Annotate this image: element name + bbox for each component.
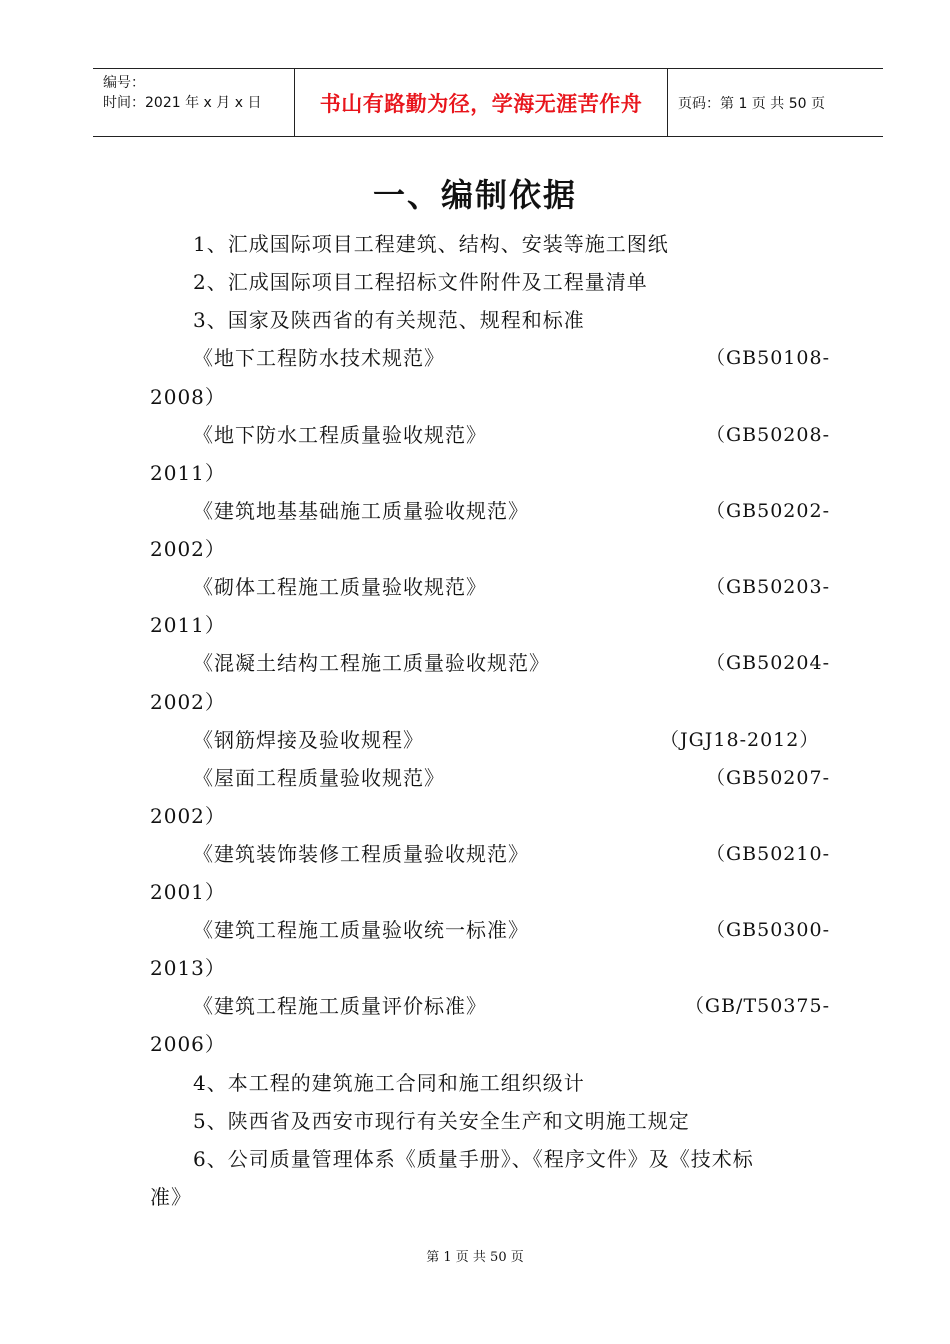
standard-year: 2006） [150,1032,226,1056]
standard-code: （JGJ18-2012） [660,729,820,751]
standard-name: 《砌体工程施工质量验收规范》 [193,575,487,599]
standard-code: （GB50208- [705,424,830,446]
motto: 书山有路勤为径，学海无涯苦作舟 [295,69,668,136]
standard-year: 2011） [150,461,226,485]
standard-name: 《钢筋焊接及验收规程》 [193,728,424,752]
standard-code: （GB50108- [705,347,830,369]
item-5: 5、陕西省及西安市现行有关安全生产和文明施工规定 [193,1109,690,1133]
item-6: 6、公司质量管理体系《质量手册》、《程序文件》及《技术标 [193,1147,754,1171]
item-2: 2、汇成国际项目工程招标文件附件及工程量清单 [193,270,648,294]
standard-name: 《混凝土结构工程施工质量验收规范》 [193,651,550,675]
standard-name: 《地下防水工程质量验收规范》 [193,423,487,447]
standard-name: 《屋面工程质量验收规范》 [193,766,445,790]
standard-name: 《建筑地基基础施工质量验收规范》 [193,499,529,523]
standard-year: 2001） [150,880,226,904]
page-footer: 第 1 页 共 50 页 [426,1250,524,1265]
standard-name: 《地下工程防水技术规范》 [193,346,445,370]
item-4: 4、本工程的建筑施工合同和施工组织级计 [193,1071,585,1095]
time-label: 时间：2021 年 x 月 x 日 [103,95,262,111]
document-header [93,68,883,137]
standard-code: （GB50207- [705,767,830,789]
standard-code: （GB50210- [705,843,830,865]
standard-code: （GB/T50375- [684,995,830,1017]
standard-year: 2013） [150,956,226,980]
item-6-continued: 准》 [150,1185,192,1209]
standard-year: 2011） [150,613,226,637]
standard-name: 《建筑装饰装修工程质量验收规范》 [193,842,529,866]
standard-year: 2002） [150,690,226,714]
standard-year: 2002） [150,537,226,561]
standard-code: （GB50203- [705,576,830,598]
item-3: 3、国家及陕西省的有关规范、规程和标准 [193,308,585,332]
standard-code: （GB50300- [705,919,830,941]
item-1: 1、汇成国际项目工程建筑、结构、安装等施工图纸 [193,232,669,256]
standard-year: 2002） [150,804,226,828]
page-info: 页码：第 1 页 共 50 页 [678,95,825,112]
number-label: 编号： [103,75,145,91]
header-meta [93,69,295,136]
standard-code: （GB50202- [705,500,830,522]
standard-year: 2008） [150,385,226,409]
standard-name: 《建筑工程施工质量验收统一标准》 [193,918,529,942]
section-title: 一、编制依据 [372,176,577,214]
standard-code: （GB50204- [705,652,830,674]
standard-name: 《建筑工程施工质量评价标准》 [193,994,487,1018]
